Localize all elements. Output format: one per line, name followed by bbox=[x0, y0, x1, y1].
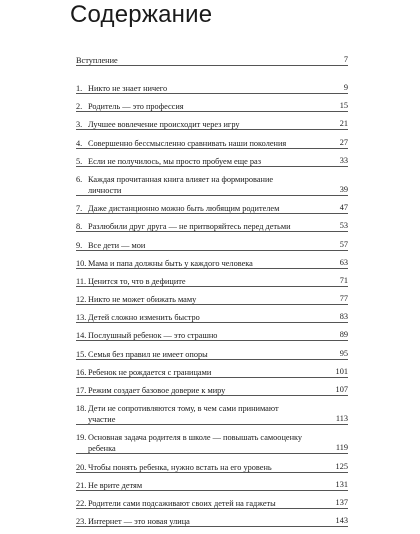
toc-entry-number: 7. bbox=[76, 204, 83, 214]
toc-entry-page-number: 89 bbox=[339, 330, 348, 340]
toc-entry-title-line: Ребенок не рождается с границами bbox=[88, 367, 212, 377]
toc-entry-number: 14. bbox=[76, 331, 87, 341]
toc-entry-title bbox=[88, 367, 314, 378]
toc-entry-title-line: Интернет — это новая улица bbox=[88, 517, 190, 527]
toc-entry-title bbox=[88, 276, 314, 287]
toc-entry-number: 2. bbox=[76, 102, 83, 112]
toc-entry bbox=[76, 462, 348, 473]
toc-entry-page-number: 47 bbox=[339, 203, 348, 213]
toc-entry-title-line: Никто не знает ничего bbox=[88, 84, 168, 93]
toc-entry-page-number: 63 bbox=[339, 257, 348, 267]
toc-entry bbox=[76, 174, 348, 196]
table-of-contents bbox=[76, 55, 348, 534]
toc-entry-number: 6. bbox=[76, 174, 83, 184]
toc-entry-title-line: Вступление bbox=[76, 56, 118, 65]
toc-entry-number: 13. bbox=[76, 313, 87, 323]
toc-entry-page-number: 119 bbox=[335, 443, 348, 453]
toc-entry-number: 22. bbox=[76, 498, 87, 508]
toc-entry-title bbox=[88, 203, 314, 214]
toc-entry-page-number: 71 bbox=[339, 275, 348, 285]
toc-entry-title bbox=[88, 312, 314, 323]
toc-entry-page-number: 83 bbox=[339, 312, 348, 322]
toc-entry-page-number: 33 bbox=[339, 155, 348, 165]
toc-entry-number: 12. bbox=[76, 295, 87, 305]
toc-entry-title-line: Каждая прочитанная книга влияет на формирование bbox=[88, 174, 274, 184]
toc-entry-title-line: Разлюбили друг друга — не притворяйтесь перед детьми bbox=[88, 222, 291, 232]
toc-entry-page-number: 137 bbox=[335, 497, 348, 507]
toc-entry-title bbox=[88, 258, 314, 269]
toc-entry-page-number: 27 bbox=[339, 137, 348, 147]
page-title: Содержание bbox=[70, 1, 213, 28]
toc-entry bbox=[76, 330, 348, 341]
toc-entry-title-line: Лучшее вовлечение происходит через игру bbox=[88, 120, 240, 130]
toc-entry-title-line: Родители сами подсаживают своих детей на гаджеты bbox=[88, 498, 276, 508]
toc-entry-title bbox=[88, 432, 314, 454]
toc-entry-title bbox=[88, 516, 314, 527]
toc-entry-number: 18. bbox=[76, 404, 87, 414]
toc-entry-title-line: Детей сложно изменить быстро bbox=[88, 313, 200, 323]
toc-entry-title bbox=[88, 119, 314, 130]
toc-entry-title-line: Дети не сопротивляются тому, в чем сами принимают bbox=[88, 404, 279, 414]
toc-entry-title-line: Мама и папа должны быть у каждого человека bbox=[88, 258, 253, 268]
toc-entry-title bbox=[88, 480, 314, 491]
toc-entry-title-line: Основная задача родителя в школе — повышать самооценку bbox=[88, 433, 303, 443]
toc-entry-title bbox=[88, 403, 314, 425]
toc-entry-title bbox=[88, 138, 314, 149]
toc-entry bbox=[76, 240, 348, 251]
toc-entry-page-number: 7 bbox=[343, 55, 348, 64]
toc-entry-page-number: 9 bbox=[343, 83, 348, 92]
toc-entry bbox=[76, 156, 348, 167]
toc-entry-page-number: 125 bbox=[335, 461, 348, 471]
toc-entry-number: 4. bbox=[76, 138, 83, 148]
toc-entry-title bbox=[88, 498, 314, 509]
toc-entry bbox=[76, 55, 348, 66]
toc-entry-title-line: Чтобы понять ребенка, нужно встать на его уровень bbox=[88, 462, 272, 472]
toc-entry-page-number: 143 bbox=[335, 516, 348, 526]
toc-entry-title-line: Никто не может обижать маму bbox=[88, 295, 197, 305]
toc-entry-number: 20. bbox=[76, 462, 87, 472]
toc-entry-number: 23. bbox=[76, 517, 87, 527]
toc-entry-page-number: 101 bbox=[335, 366, 348, 376]
toc-entry-page-number: 53 bbox=[339, 221, 348, 231]
toc-entry-title bbox=[88, 101, 314, 112]
toc-entry-title bbox=[88, 156, 314, 167]
toc-entry bbox=[76, 480, 348, 491]
toc-entry-page-number: 57 bbox=[339, 239, 348, 249]
toc-entry-page-number: 95 bbox=[339, 348, 348, 358]
toc-entry-number: 9. bbox=[76, 240, 83, 250]
toc-entry-title-line: Родитель — это профессия bbox=[88, 102, 184, 112]
toc-entry bbox=[76, 119, 348, 130]
toc-entry-number: 11. bbox=[76, 276, 87, 286]
toc-entry-title-line: личности bbox=[88, 185, 122, 195]
toc-entry bbox=[76, 294, 348, 305]
toc-entry bbox=[76, 432, 348, 454]
toc-entry bbox=[76, 221, 348, 232]
toc-entry-title bbox=[76, 55, 302, 66]
toc-entry bbox=[76, 516, 348, 527]
toc-entry-title-line: Не врите детям bbox=[88, 480, 143, 490]
toc-entry-page-number: 107 bbox=[335, 385, 348, 394]
toc-entry-title-line: Даже дистанционно можно быть любящим родителем bbox=[88, 204, 280, 214]
toc-entry-number: 3. bbox=[76, 120, 83, 130]
toc-entry bbox=[76, 312, 348, 323]
toc-entry-title-line: участие bbox=[88, 415, 116, 425]
toc-entry-number: 17. bbox=[76, 386, 87, 395]
toc-entry-number: 8. bbox=[76, 222, 83, 232]
toc-entry-page-number: 21 bbox=[339, 119, 348, 129]
toc-entry bbox=[76, 276, 348, 287]
toc-entry-number: 21. bbox=[76, 480, 87, 490]
toc-entry-title bbox=[88, 349, 314, 360]
toc-entry bbox=[76, 385, 348, 396]
toc-entry-title bbox=[88, 174, 314, 196]
toc-entry bbox=[76, 83, 348, 94]
toc-entry-title-line: Режим создает базовое доверие к миру bbox=[88, 386, 226, 395]
toc-entry bbox=[76, 101, 348, 112]
toc-entry-number: 15. bbox=[76, 349, 87, 359]
toc-entry-title bbox=[88, 240, 314, 251]
toc-entry bbox=[76, 203, 348, 214]
toc-entry-page-number: 131 bbox=[335, 479, 348, 489]
toc-entry-number: 5. bbox=[76, 156, 83, 166]
toc-entry bbox=[76, 138, 348, 149]
toc-entry bbox=[76, 403, 348, 425]
toc-entry bbox=[76, 349, 348, 360]
toc-entry-title bbox=[88, 462, 314, 473]
toc-entry-page-number: 113 bbox=[335, 414, 348, 424]
toc-entry-title bbox=[88, 221, 314, 232]
toc-entry-title-line: Ценится то, что в дефиците bbox=[88, 276, 186, 286]
toc-entry bbox=[76, 367, 348, 378]
toc-entry-number: 10. bbox=[76, 258, 87, 268]
toc-entry-title bbox=[88, 385, 314, 396]
toc-entry-title bbox=[88, 330, 314, 341]
toc-entry-number: 19. bbox=[76, 433, 87, 443]
toc-entry bbox=[76, 498, 348, 509]
toc-entry-page-number: 15 bbox=[339, 101, 348, 111]
toc-entry-title-line: ребенка bbox=[88, 444, 116, 454]
toc-entry-page-number: 77 bbox=[339, 294, 348, 304]
toc-entry-title-line: Совершенно бессмысленно сравнивать наши поколения bbox=[88, 138, 287, 148]
toc-entry-title-line: Послушный ребенок — это страшно bbox=[88, 331, 218, 341]
toc-entry-page-number: 39 bbox=[339, 184, 348, 194]
toc-entry-title-line: Если не получилось, мы просто пробуем еще раз bbox=[88, 156, 261, 166]
toc-entry-number: 1. bbox=[76, 84, 83, 93]
toc-entry-title-line: Семья без правил не имеет опоры bbox=[88, 349, 208, 359]
toc-entry-title bbox=[88, 83, 314, 94]
toc-entry-title-line: Все дети — мои bbox=[88, 240, 146, 250]
toc-entry-number: 16. bbox=[76, 367, 87, 377]
toc-entry-title bbox=[88, 294, 314, 305]
toc-entry bbox=[76, 258, 348, 269]
